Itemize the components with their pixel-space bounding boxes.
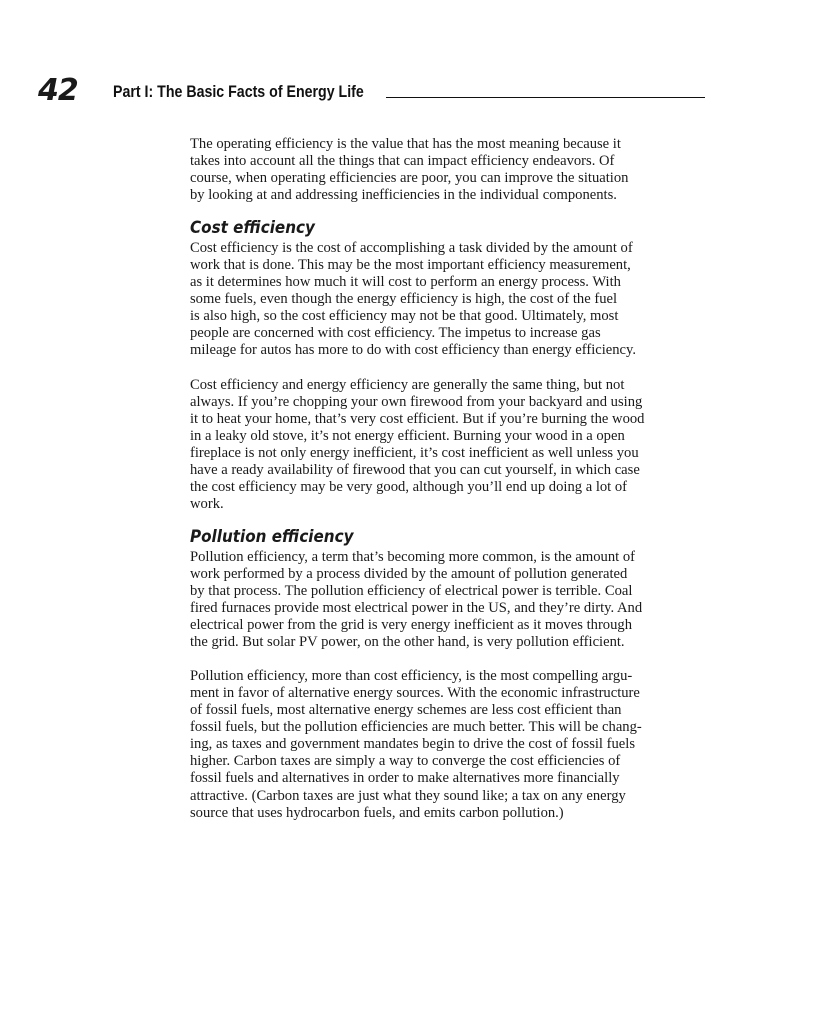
text-line: by that process. The pollution efficiency of electrical power is terrible. Coal bbox=[190, 582, 633, 599]
page-content bbox=[190, 136, 712, 822]
running-head: Part I: The Basic Facts of Energy Life bbox=[113, 83, 364, 101]
text-line: always. If you’re chopping your own firewood from your backyard and using bbox=[190, 393, 643, 410]
text-line: electrical power from the grid is very energy inefficient as it moves through bbox=[190, 617, 632, 634]
text-line: source that uses hydrocarbon fuels, and emits carbon pollution.) bbox=[190, 804, 564, 821]
text-line: work. bbox=[190, 495, 224, 512]
section-pollution-efficiency bbox=[190, 527, 712, 822]
text-line: fossil fuels and alternatives in order to make alternatives more financially bbox=[190, 770, 620, 787]
text-line: Cost efficiency and energy efficiency are generally the same thing, but not bbox=[190, 376, 625, 393]
text-line: have a ready availability of firewood that you can cut yourself, in which case bbox=[190, 461, 640, 478]
body-paragraph bbox=[190, 377, 712, 513]
section-heading: Cost efficiency bbox=[190, 218, 315, 238]
text-line: mileage for autos has more to do with cost efficiency than energy efficiency. bbox=[190, 342, 637, 359]
text-line: work performed by a process divided by the amount of pollution generated bbox=[190, 565, 628, 582]
text-line: is also high, so the cost efficiency may not be that good. Ultimately, most bbox=[190, 308, 619, 325]
page-header bbox=[38, 73, 708, 108]
text-line: fireplace is not only energy inefficient, it’s cost inefficient as well unless you bbox=[190, 444, 639, 461]
intro-paragraph bbox=[190, 136, 712, 204]
text-line: by looking at and addressing inefficiencies in the individual components. bbox=[190, 187, 617, 204]
text-line: the grid. But solar PV power, on the other hand, is very pollution efficient. bbox=[190, 634, 625, 651]
section-heading: Pollution efficiency bbox=[190, 526, 354, 546]
text-line: attractive. (Carbon taxes are just what they sound like; a tax on any energy bbox=[190, 787, 626, 804]
text-line: Cost efficiency is the cost of accomplishing a task divided by the amount of bbox=[190, 240, 633, 257]
text-line: takes into account all the things that can impact efficiency endeavors. Of bbox=[190, 153, 615, 170]
body-paragraph bbox=[190, 240, 712, 359]
body-paragraph bbox=[190, 668, 712, 821]
header-rule bbox=[386, 97, 705, 98]
text-line: course, when operating efficiencies are poor, you can improve the situation bbox=[190, 170, 629, 187]
text-line: it to heat your home, that’s very cost efficient. But if you’re burning the wood bbox=[190, 410, 645, 427]
body-paragraph bbox=[190, 549, 712, 651]
text-line: of fossil fuels, most alternative energy schemes are less cost efficient than bbox=[190, 702, 622, 719]
text-line: fired furnaces provide most electrical power in the US, and they’re dirty. And bbox=[190, 600, 643, 617]
text-line: The operating efficiency is the value that has the most meaning because it bbox=[190, 136, 621, 152]
text-line: ment in favor of alternative energy sources. With the economic infrastructure bbox=[190, 685, 640, 702]
text-line: as it determines how much it will cost to perform an energy process. With bbox=[190, 274, 621, 291]
text-line: fossil fuels, but the pollution efficiencies are much better. This will be chang- bbox=[190, 719, 642, 736]
page-number: 42 bbox=[38, 73, 78, 108]
text-line: work that is done. This may be the most important efficiency measurement, bbox=[190, 257, 631, 274]
text-line: Pollution efficiency, a term that’s becoming more common, is the amount of bbox=[190, 548, 636, 565]
text-line: ing, as taxes and government mandates begin to drive the cost of fossil fuels bbox=[190, 736, 636, 753]
text-line: people are concerned with cost efficiency. The impetus to increase gas bbox=[190, 325, 601, 342]
text-line: Pollution efficiency, more than cost efficiency, is the most compelling argu- bbox=[190, 668, 633, 685]
text-line: in a leaky old stove, it’s not energy efficient. Burning your wood in a open bbox=[190, 427, 625, 444]
text-line: the cost efficiency may be very good, although you’ll end up doing a lot of bbox=[190, 478, 628, 495]
text-line: some fuels, even though the energy efficiency is high, the cost of the fuel bbox=[190, 291, 618, 308]
section-cost-efficiency bbox=[190, 218, 712, 513]
text-line: higher. Carbon taxes are simply a way to converge the cost efficiencies of bbox=[190, 753, 621, 770]
